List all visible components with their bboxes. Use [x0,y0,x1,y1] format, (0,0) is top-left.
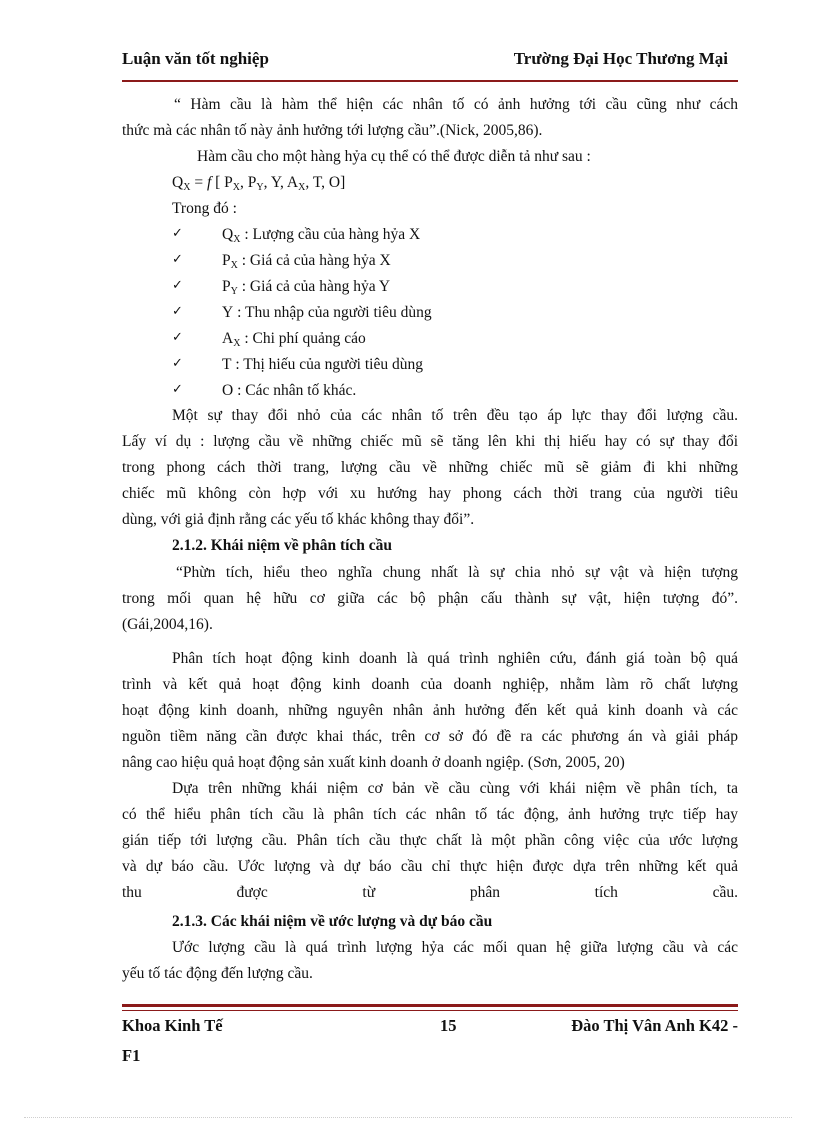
quote-line: thức mà các nhân tố này ảnh hưởng tới lượng cầu”.(Nick, 2005,86). [122,122,543,139]
header-university: Trường Đại Học Thương Mại [513,49,728,68]
section-heading: 2.1.2. Khái niệm về phân tích cầu [172,537,393,554]
page-edge-dots [24,1117,792,1118]
trong-do-label: Trong đó : [172,200,237,217]
footer-rule [122,1004,738,1007]
page-number: 15 [440,1016,457,1035]
header-rule [122,80,738,82]
demand-formula: $Q_X = f$ [ $P_X$, $P_Y$, Y, $A_X$, T, O] [172,174,346,193]
page-header [122,49,728,71]
document-page: Luận văn tốt nghiệp Trường Đại Học Thương Mại “ Hàm cầu là hàm thể hiện các nhân tố có ảnh hưởng tới cầu cũng như cách thức mà các nhân tố này ảnh hưởng tới lượng cầu”.(Nick, 2005,86). Hàm cầu cho một hàng hỷa cụ thể có thể được diễn tả như sau : $Q_X = f$ [ $P_X$, $P_Y$, Y, $A_X$, T, O] Trong đó : ✓ $Q_X$ : Lượng cầu của hàng hỷa X ✓ $P_X$ : Giá cả của hàng hỷa X ✓ $P_Y$ : Giá cả của hàng hỷa Y ✓ Y : Thu nhập của người tiêu dùng ✓ $A_X$ : Chi phí quảng cáo ✓ T : Thị hiếu của người tiêu dùng ✓ O : Các nhân tố khác. Một sự thay đổi nhỏ của các nhân tố trên đều tạo áp lực thay đổi lượng cầu. Lấy ví dụ : lượng cầu về những chiếc mũ sẽ tăng lên khi thị hiếu hay có sự thay đổi trong phong cách thời trang, lượng cầu về những chiếc mũ sẽ giảm đi khi những chiếc mũ không còn hợp với xu hướng hay phong cách thời trang của người tiêu dùng, với giả định rằng các yếu tố khác không thay đổi”. 2.1.2. Khái niệm về phân tích cầu “Phừn tích, hiểu theo nghĩa chung nhất là sự chia nhỏ sự vật và hiện tượng trong mối quan hệ hữu cơ giữa các bộ phận cấu thành sự vật, hiện tượng đó”. (Gái,2004,16). Phân tích hoạt động kinh doanh là quá trình nghiên cứu, đánh giá toàn bộ quá trình và kết quả hoạt động kinh doanh của doanh nghiệp, nhằm làm rõ chất lượng hoạt động kinh doanh, những nguyên nhân ảnh hưởng đến kết quả kinh doanh và các nguồn tiềm năng cần được khai thác, trên cơ sở đó đề ra các phương án và giải pháp nâng cao hiệu quả hoạt động sản xuất kinh doanh ở doanh ngiệp. (Sơn, 2005, 20) Dựa trên những khái niệm cơ bản về cầu cùng với khái niệm về phân tích, ta có thể hiểu phân tích cầu là phân tích các nhân tố tác động, ảnh hưởng trực tiếp hay gián tiếp tới lượng cầu. Phân tích cầu thực chất là một phần công việc của ước lượng và dự báo cầu. Ước lượng và dự báo cầu chỉ thực hiện được dựa trên những kết quả thu được từ phân tích cầu. 2.1.3. Các khái niệm về ước lượng và dự báo cầu Ước lượng cầu là quá trình lượng hỷa các mối quan hệ giữa lượng cầu và các yếu tố tác động đến lượng cầu. Khoa Kinh Tế 15 Đào Thị Vân Anh K42 - F1 [0,0,816,1123]
checkmark-icon: ✓ [172,382,183,397]
checkmark-icon: ✓ [172,304,183,319]
checkmark-icon: ✓ [172,330,183,345]
header-thesis-label: Luận văn tốt nghiệp [122,49,269,68]
footer-rule-thin [122,1010,738,1011]
checkmark-icon: ✓ [172,278,183,293]
footer-faculty: Khoa Kinh Tế [122,1016,223,1035]
section-heading: 2.1.3. Các khái niệm về ước lượng và dự báo cầu [172,913,493,930]
footer-author-class: F1 [122,1046,141,1065]
checkmark-icon: ✓ [172,226,183,241]
checkmark-icon: ✓ [172,356,183,371]
checkmark-icon: ✓ [172,252,183,267]
footer-author: Đào Thị Vân Anh K42 - [571,1016,738,1035]
intro-line: Hàm cầu cho một hàng hỷa cụ thể có thể được diễn tả như sau : [197,148,591,165]
quote-line: “ Hàm cầu là hàm thể hiện các nhân tố có ảnh hưởng tới cầu cũng như cách [174,96,738,113]
